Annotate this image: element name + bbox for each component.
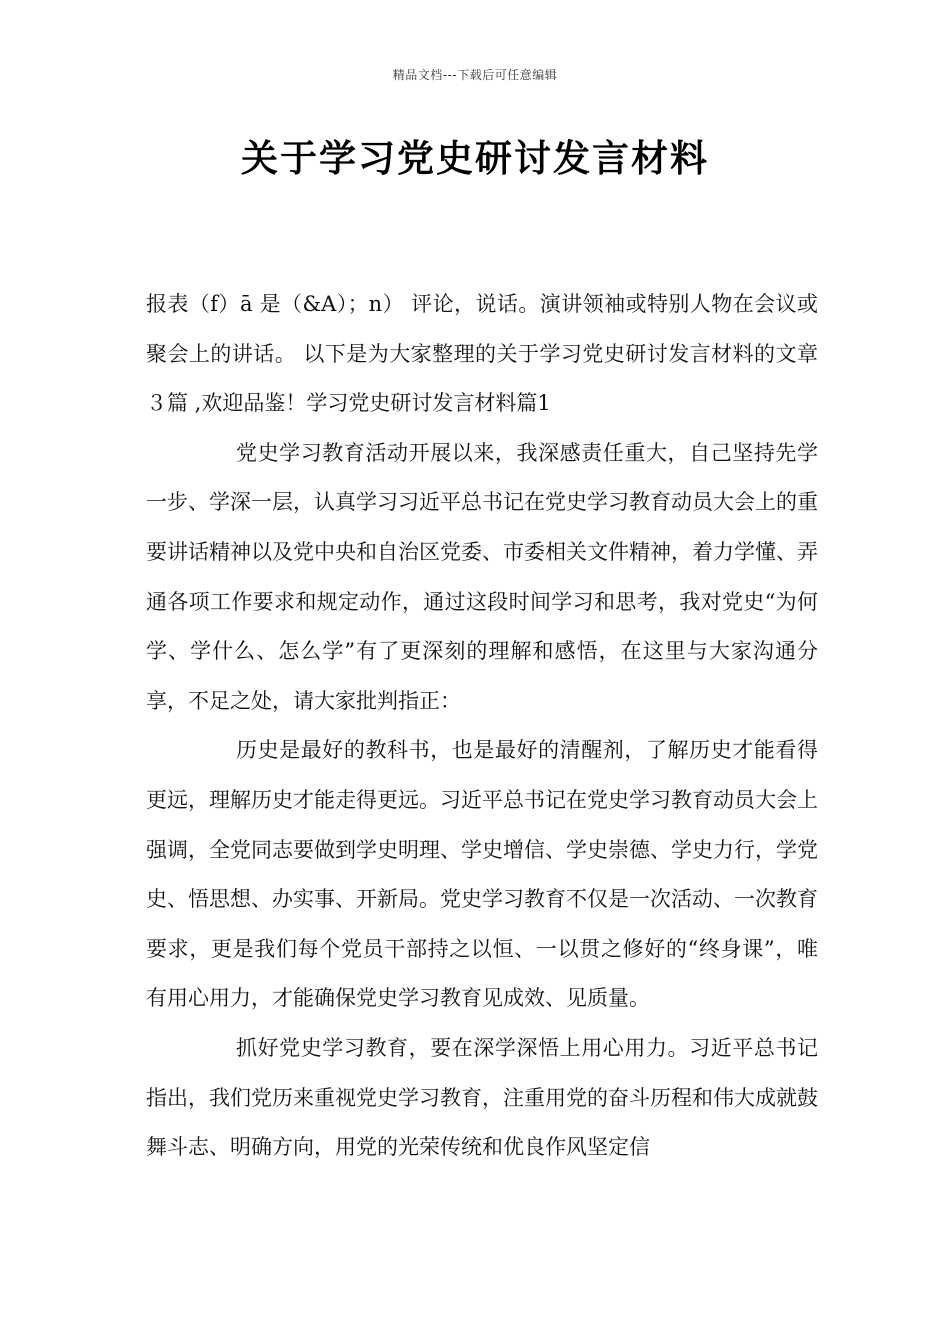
- paragraph-2: 历史是最好的教科书，也是最好的清醒剂，了解历史才能看得更远，理解历史才能走得更远。习近平总书记在党史学习教育动员大会上强调，全党同志要做到学史明理、学史增信、学史崇德、学史力行，学党史、悟思想、办实事、开新局。党史学习教育不仅是一次活动、一次教育要求，更是我们每个党员干部持之以恒、一以贯之修好的“终身课”，唯有用心用力，才能确保党史学习教育见成效、见质量。: [146, 738, 818, 1011]
- page-header: 精品文档---下载后可任意编辑: [392, 68, 558, 82]
- paragraph-1: 党史学习教育活动开展以来，我深感责任重大，自己坚持先学一步、学深一层，认真学习习近平总书记在党史学习教育动员大会上的重要讲话精神以及党中央和自治区党委、市委相关文件精神，着力学懂、弄通各项工作要求和规定动作，通过这段时间学习和思考，我对党史“为何学、学什么、怎么学”有了更深刻的理解和感悟，在这里与大家沟通分享，不足之处，请大家批判指正：: [146, 440, 818, 713]
- paragraph-intro: 报表（f）ā 是（&A）；n） 评论，说话。演讲领袖或特别人物在会议或聚会上的讲话。 以下是为大家整理的关于学习党史研讨发言材料的文章３篇 ,欢迎品鉴！学习党史研讨发言材料篇1: [146, 292, 818, 416]
- document-title: 关于学习党史研讨发言材料: [241, 137, 709, 180]
- document-body: [146, 280, 818, 1173]
- paragraph-3: 抓好党史学习教育，要在深学深悟上用心用力。习近平总书记指出，我们党历来重视党史学习教育，注重用党的奋斗历程和伟大成就鼓舞斗志、明确方向，用党的光荣传统和优良作风坚定信: [146, 1035, 818, 1160]
